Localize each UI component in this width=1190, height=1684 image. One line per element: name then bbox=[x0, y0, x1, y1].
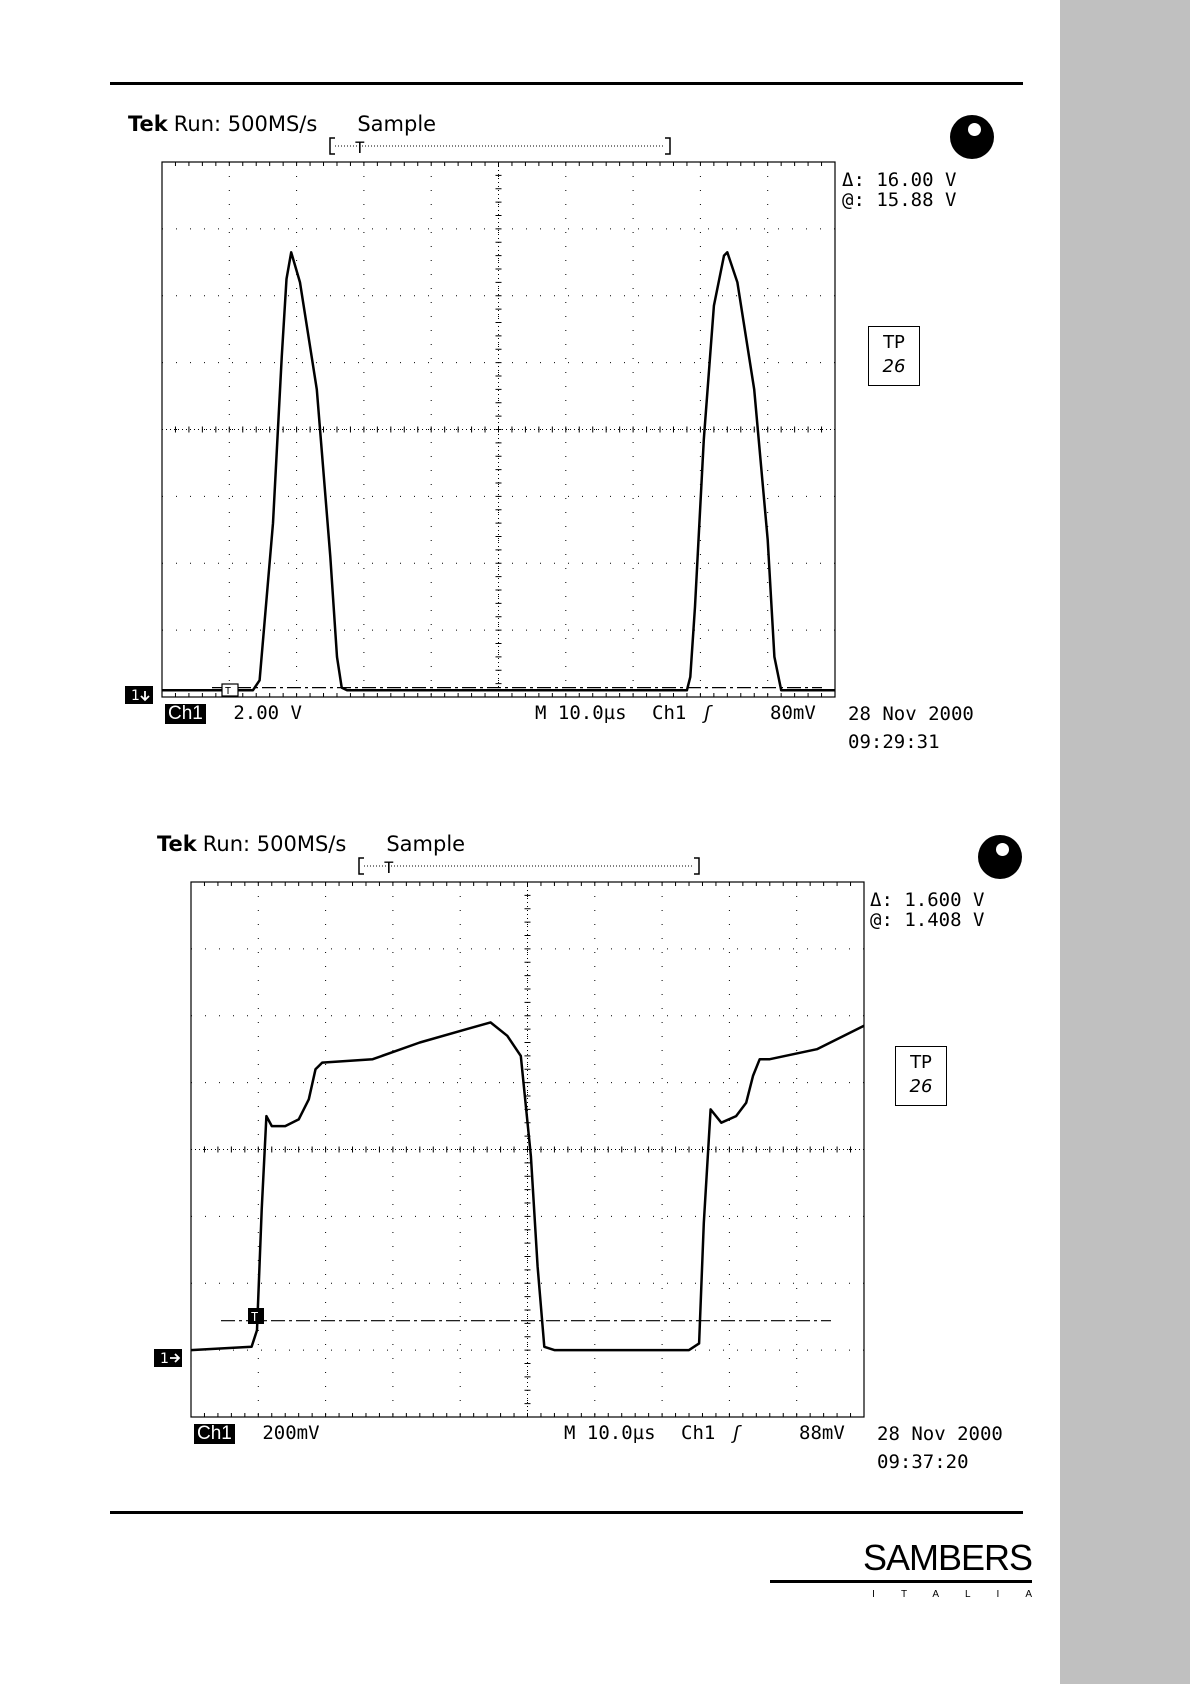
svg-text:1: 1 bbox=[160, 1351, 169, 1367]
scope-2-trigger-marker bbox=[248, 1308, 264, 1324]
scope-1-delta: Δ: 16.00 V bbox=[842, 169, 957, 191]
scope-2-knob-icon bbox=[978, 835, 1022, 879]
scope-1-volts-div: 2.00 V bbox=[233, 702, 302, 724]
scope-1-measurement bbox=[842, 170, 956, 210]
svg-text:1: 1 bbox=[131, 688, 140, 704]
scope-1-brand: Tek bbox=[128, 112, 168, 136]
scope-1-test-point bbox=[868, 326, 920, 386]
scope-2-volts-div: 200mV bbox=[262, 1422, 320, 1444]
brand-name: SAMBERS bbox=[862, 1537, 1032, 1578]
scope-1-mode: Sample bbox=[357, 112, 437, 136]
scope-1-trigger-level: 80mV bbox=[770, 702, 816, 724]
scope-2-trigger-level: 88mV bbox=[799, 1422, 845, 1444]
scope-2-footer bbox=[194, 1422, 320, 1444]
scope-1-trigger-info bbox=[652, 702, 713, 724]
scope-2-run: Run: 500MS/s bbox=[202, 832, 347, 856]
scope-1-tp-label: TP bbox=[883, 332, 905, 353]
scope-2-mode: Sample bbox=[386, 832, 466, 856]
scope-1-header bbox=[128, 112, 436, 136]
brand-underline bbox=[770, 1580, 1032, 1583]
scope-1-at: @: 15.88 V bbox=[842, 189, 957, 211]
scope-1-footer bbox=[165, 702, 302, 724]
bottom-rule bbox=[110, 1511, 1023, 1514]
top-rule bbox=[110, 82, 1023, 85]
scope-2-at: @: 1.408 V bbox=[870, 909, 985, 931]
sambers-logo bbox=[770, 1537, 1058, 1600]
page-sidebar-band bbox=[1060, 0, 1190, 1684]
scope-2-trigger-slope-icon: ʃ bbox=[730, 1422, 743, 1444]
scope-1-grid bbox=[162, 162, 835, 697]
svg-text:T: T bbox=[225, 686, 232, 697]
scope-1-trigger-marker bbox=[222, 684, 238, 697]
scope-2-trigger-source: Ch1 bbox=[681, 1422, 716, 1444]
scope-2-measurement bbox=[870, 890, 984, 930]
scope-2-trigger-window bbox=[359, 858, 699, 877]
scope-2-timebase: M 10.0µs bbox=[564, 1422, 656, 1444]
scope-1-trigger-source: Ch1 bbox=[652, 702, 687, 724]
scope-2-ch-marker bbox=[154, 1349, 182, 1367]
svg-text:T: T bbox=[251, 1310, 259, 1324]
scope-1-graticule bbox=[125, 138, 830, 718]
scope-2-time: 09:37:20 bbox=[877, 1451, 969, 1473]
scope-1-trigger-slope-icon: ʃ bbox=[701, 702, 714, 724]
scope-1-knob-icon bbox=[950, 115, 994, 159]
scope-2-delta: Δ: 1.600 V bbox=[870, 889, 985, 911]
svg-text:T: T bbox=[384, 858, 394, 877]
scope-1-tp-number: 26 bbox=[882, 356, 906, 377]
scope-2-grid bbox=[191, 882, 864, 1417]
scope-2-timestamp bbox=[877, 1420, 1003, 1476]
scope-1-timestamp bbox=[848, 700, 974, 756]
scope-1-channel-badge: Ch1 bbox=[165, 704, 206, 724]
scope-2-date: 28 Nov 2000 bbox=[877, 1423, 1003, 1445]
scope-2-trigger-info bbox=[681, 1422, 742, 1444]
scope-2-tp-number: 26 bbox=[909, 1076, 933, 1097]
scope-1-run: Run: 500MS/s bbox=[173, 112, 318, 136]
brand-subtitle: ITALIA bbox=[872, 1589, 1058, 1600]
scope-2-tp-label: TP bbox=[910, 1052, 932, 1073]
scope-1-time: 09:29:31 bbox=[848, 731, 940, 753]
scope-1-timebase: M 10.0µs bbox=[535, 702, 627, 724]
svg-text:T: T bbox=[355, 138, 365, 157]
scope-2-channel-badge: Ch1 bbox=[194, 1424, 235, 1444]
scope-1-ch-marker bbox=[125, 686, 153, 704]
scope-1-date: 28 Nov 2000 bbox=[848, 703, 974, 725]
scope-2-graticule bbox=[154, 858, 859, 1438]
scope-1-trigger-window bbox=[330, 138, 670, 157]
scope-2-test-point bbox=[895, 1046, 947, 1106]
scope-2-header bbox=[157, 832, 465, 856]
scope-2-brand: Tek bbox=[157, 832, 197, 856]
